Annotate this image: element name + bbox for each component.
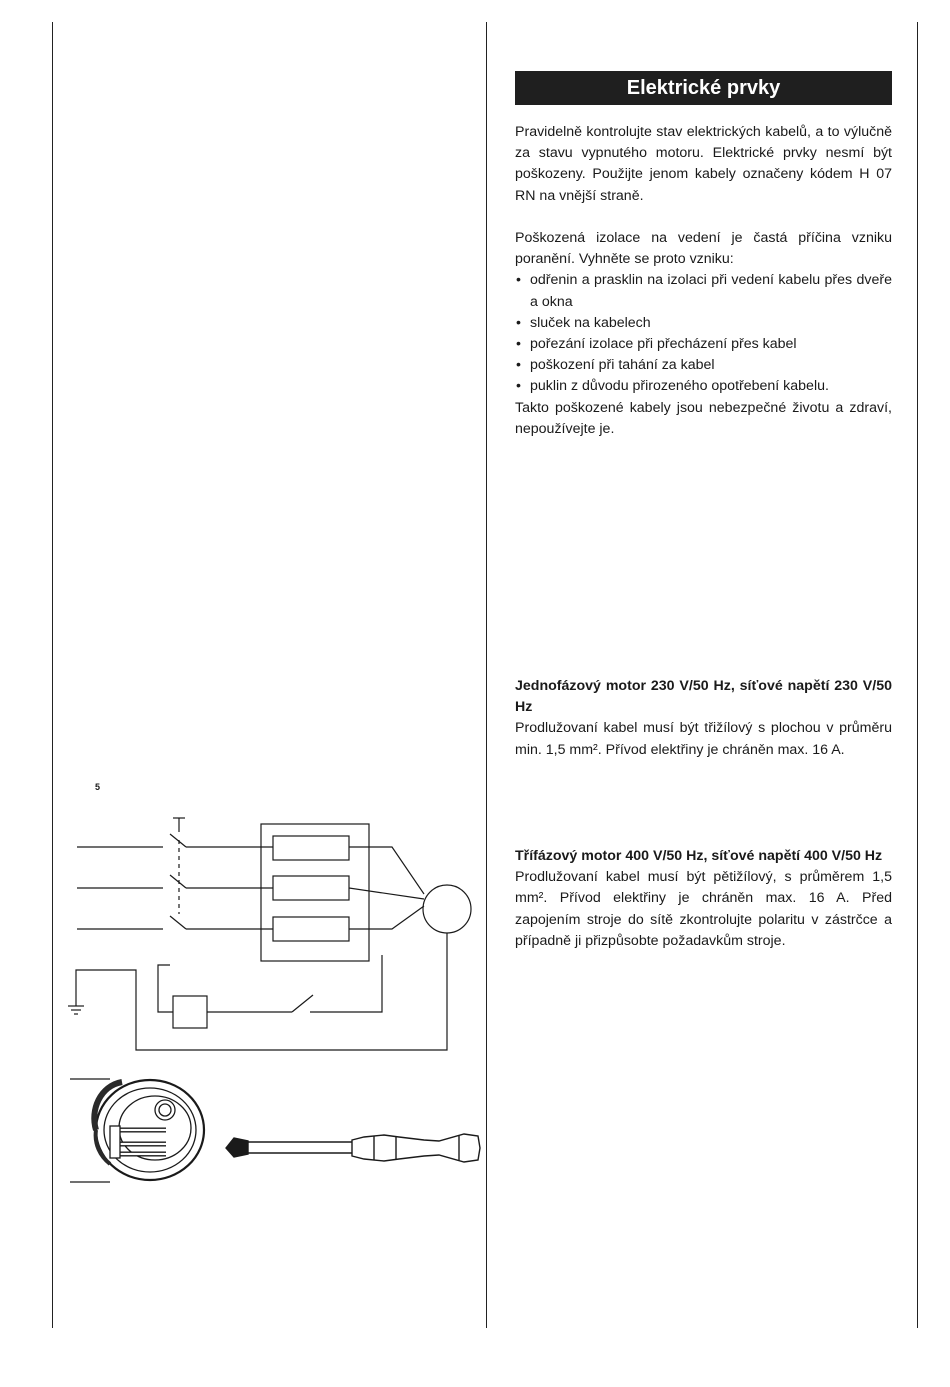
figure-number: 5 — [95, 782, 101, 792]
right-margin-rule — [917, 22, 918, 1328]
intro-paragraph — [515, 122, 892, 207]
plug-socket-icon — [70, 1074, 210, 1186]
three-phase-section — [515, 846, 892, 952]
list-item: • sluček na kabelech — [515, 313, 892, 334]
damage-lead: Poškozená izolace na vedení je častá příčina vzniku poranění. Vyhněte se proto vzniku: — [515, 230, 892, 268]
damage-list — [515, 270, 892, 397]
single-phase-section — [515, 676, 892, 761]
list-item: • puklin z důvodu přirozeného opotřebení kabelu. — [515, 376, 892, 397]
left-margin-rule — [52, 22, 53, 1328]
single-phase-text: Prodlužovaní kabel musí být třižílový s plochou v průměru min. 1,5 mm². Přívod elektřiny je chráněn max. 16 A. — [515, 720, 892, 758]
damage-closing: Takto poškozené kabely jsou nebezpečné životu a zdraví, nepoužívejte je. — [515, 399, 892, 437]
list-item: • poškození při tahání za kabel — [515, 355, 892, 376]
three-phase-title: Třífázový motor 400 V/50 Hz, síťové napětí 400 V/50 Hz — [515, 848, 883, 864]
intro-text: Pravidelně kontrolujte stav elektrických kabelů, a to výlučně za stavu vypnutého motoru. Elektrické prvky nesmí být poškozeny. Použijte jenom kabely označeny kódem H 07 RN na vnější straně. — [515, 124, 892, 204]
damage-section — [515, 228, 892, 440]
three-phase-text: Prodlužovaní kabel musí být pětižílový, s průměrem 1,5 mm². Přívod elektřiny je chráněn max. 16 A. Před zapojením stroje do sítě zkontrolujte polaritu v zástrčce a případně ji přizpůsobte požadavkům stroje. — [515, 869, 892, 949]
list-item: • odřenin a prasklin na izolaci při vedení kabelu přes dveře a okna — [515, 270, 892, 312]
section-heading: Elektrické prvky — [515, 71, 892, 105]
column-divider-rule — [486, 22, 487, 1328]
single-phase-title: Jednofázový motor 230 V/50 Hz, síťové napětí 230 V/50 Hz — [515, 678, 892, 716]
wiring-diagram-icon — [60, 810, 480, 1060]
screwdriver-icon — [224, 1128, 484, 1168]
list-item: • pořezání izolace při přecházení přes kabel — [515, 334, 892, 355]
